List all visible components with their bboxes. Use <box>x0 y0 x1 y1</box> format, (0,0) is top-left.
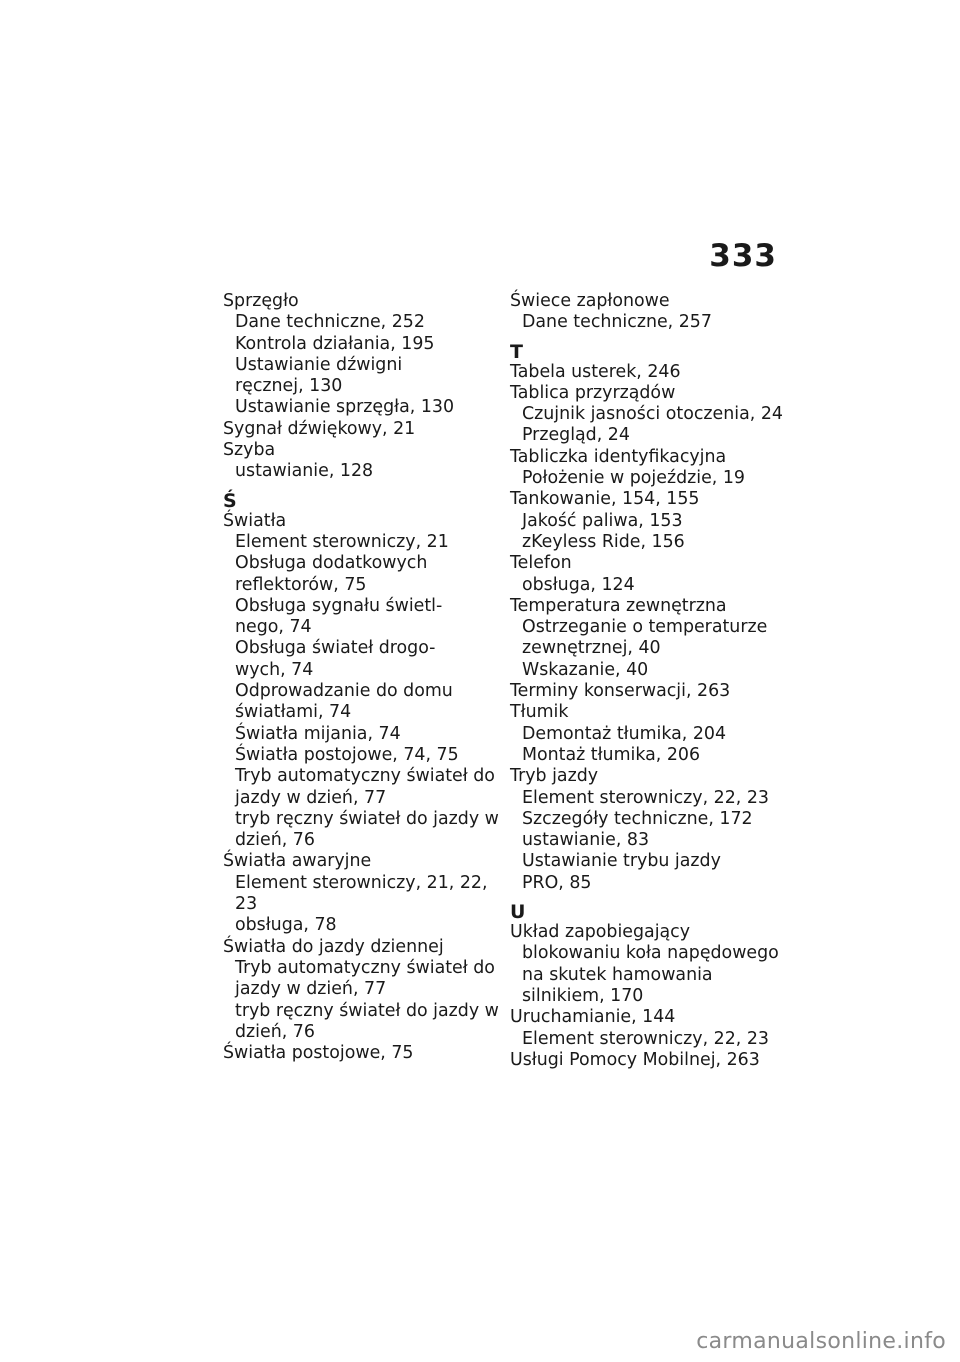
index-entry: Szyba <box>223 440 276 461</box>
index-subentry: zewnętrznej, 40 <box>522 638 661 659</box>
index-entry: Świece zapłonowe <box>510 291 670 311</box>
index-subentry: tryb ręczny świateł do jazdy w <box>235 808 499 829</box>
index-subentry: silnikiem, 170 <box>522 985 644 1006</box>
index-subentry: dzień, 76 <box>235 830 315 851</box>
index-subentry: blokowaniu koła napędowego <box>522 943 779 964</box>
index-entry: Sygnał dźwiękowy, 21 <box>223 418 416 439</box>
index-subentry: dzień, 76 <box>235 1021 315 1042</box>
index-subentry: Element sterowniczy, 21 <box>235 531 449 552</box>
index-subentry: Szczegóły techniczne, 172 <box>522 808 753 829</box>
index-entry: Tabliczka identyfikacyjna <box>510 446 727 467</box>
index-subentry: Tryb automatyczny świateł do <box>235 957 495 978</box>
index-subentry: reflektorów, 75 <box>235 574 367 595</box>
index-subentry: zKeyless Ride, 156 <box>522 531 685 552</box>
index-subentry: 23 <box>235 894 258 915</box>
index-subentry: Element sterowniczy, 21, 22, <box>235 872 488 893</box>
index-entry: Terminy konserwacji, 263 <box>510 681 731 702</box>
index-subentry: Demontaż tłumika, 204 <box>522 723 727 744</box>
index-subentry: Element sterowniczy, 22, 23 <box>522 787 769 808</box>
index-subentry: obsługa, 78 <box>235 915 337 936</box>
index-subentry: Jakość paliwa, 153 <box>522 510 683 531</box>
index-section-letter: Ś <box>223 489 237 512</box>
index-subentry: Montaż tłumika, 206 <box>522 744 701 765</box>
index-subentry: Światła mijania, 74 <box>235 723 401 744</box>
index-subentry: Element sterowniczy, 22, 23 <box>522 1028 769 1049</box>
index-subentry: Wskazanie, 40 <box>522 659 649 680</box>
index-section-letter: U <box>510 901 526 924</box>
index-subentry: Dane techniczne, 257 <box>522 312 712 333</box>
index-subentry: wych, 74 <box>235 659 314 680</box>
index-subentry: jazdy w dzień, 77 <box>235 787 387 808</box>
index-subentry: Ustawianie sprzęgła, 130 <box>235 397 455 418</box>
index-subentry: Czujnik jasności otoczenia, 24 <box>522 404 783 425</box>
index-entry: Tankowanie, 154, 155 <box>510 489 700 510</box>
index-subentry: Ustawianie trybu jazdy <box>522 851 721 872</box>
watermark-text: carmanualsonline.info <box>696 1329 946 1354</box>
index-subentry: Przegląd, 24 <box>522 425 630 446</box>
index-entry: Układ zapobiegający <box>510 922 691 943</box>
index-subentry: ustawianie, 83 <box>522 830 650 851</box>
index-subentry: Odprowadzanie do domu <box>235 681 453 702</box>
index-subentry: jazdy w dzień, 77 <box>235 979 387 1000</box>
index-subentry: Położenie w pojeździe, 19 <box>522 468 745 489</box>
index-subentry: Tryb automatyczny świateł do <box>235 766 495 787</box>
index-entry: Światła awaryjne <box>223 851 372 872</box>
index-section-letter: T <box>510 340 523 363</box>
index-subentry: nego, 74 <box>235 617 312 638</box>
index-subentry: tryb ręczny świateł do jazdy w <box>235 1000 499 1021</box>
index-subentry: Ustawianie dźwigni <box>235 354 403 375</box>
index-subentry: ustawianie, 128 <box>235 461 374 482</box>
index-entry: Tryb jazdy <box>510 766 599 787</box>
page-number: 333 <box>709 238 777 274</box>
index-subentry: ręcznej, 130 <box>235 376 343 397</box>
index-subentry: Obsługa sygnału świetl- <box>235 595 443 616</box>
index-column-right <box>510 291 790 1071</box>
index-subentry: Światła postojowe, 74, 75 <box>235 744 459 765</box>
index-entry: Tablica przyrządów <box>510 382 676 403</box>
index-entry: Uruchamianie, 144 <box>510 1007 676 1028</box>
index-entry: Sprzęgło <box>223 291 299 311</box>
index-entry: Światła do jazdy dziennej <box>223 936 444 957</box>
index-subentry: Dane techniczne, 252 <box>235 312 425 333</box>
index-subentry: Obsługa świateł drogo- <box>235 638 436 659</box>
index-entry: Tłumik <box>510 702 569 723</box>
index-entry: Temperatura zewnętrzna <box>510 595 727 616</box>
index-entry: Tabela usterek, 246 <box>510 361 681 382</box>
index-subentry: Ostrzeganie o temperaturze <box>522 617 768 638</box>
index-subentry: światłami, 74 <box>235 702 352 723</box>
index-subentry: Kontrola działania, 195 <box>235 333 435 354</box>
index-subentry: na skutek hamowania <box>522 964 713 985</box>
index-entry: Światła <box>223 510 287 531</box>
index-entry: Telefon <box>510 553 572 574</box>
index-column-left <box>223 291 498 1064</box>
index-entry: Usługi Pomocy Mobilnej, 263 <box>510 1049 760 1070</box>
index-entry: Światła postojowe, 75 <box>223 1043 414 1064</box>
index-subentry: Obsługa dodatkowych <box>235 553 428 574</box>
index-subentry: PRO, 85 <box>522 872 592 893</box>
index-subentry: obsługa, 124 <box>522 574 635 595</box>
